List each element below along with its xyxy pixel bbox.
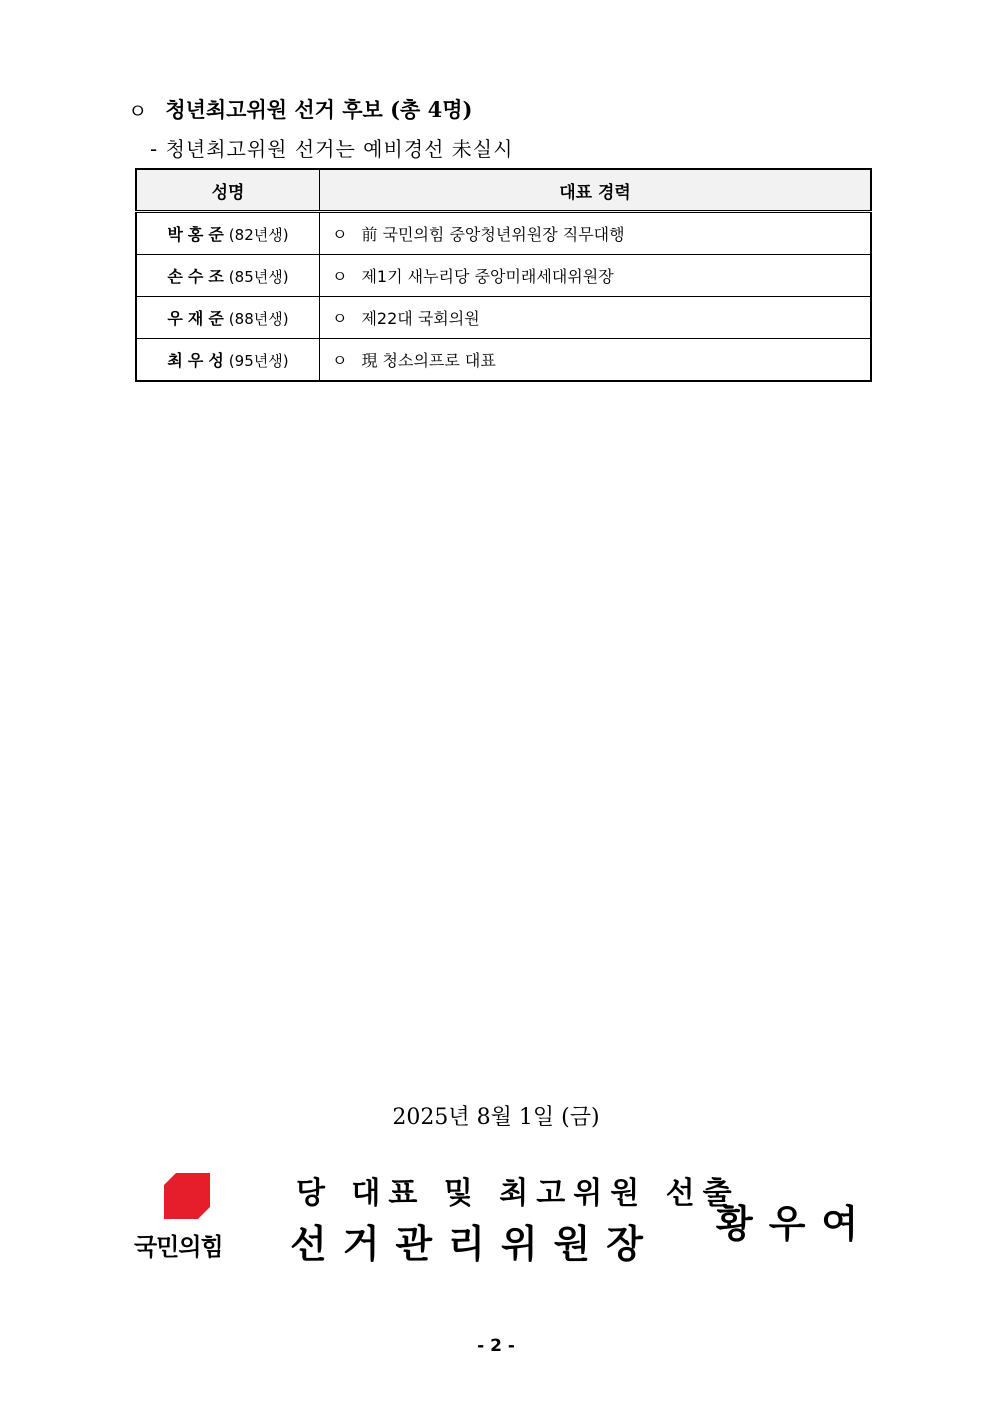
candidate-name: 박홍준	[167, 225, 229, 244]
chair-name: 황우여	[716, 1201, 875, 1246]
party-logo-text: 국민의힘	[134, 1233, 223, 1261]
candidate-birth: (82년생)	[228, 226, 289, 244]
candidate-career: 제22대 국회의원	[361, 309, 480, 328]
table-row	[136, 212, 871, 255]
header-career: 대표 경력	[320, 169, 872, 212]
career-bullet: ㅇ	[332, 309, 348, 328]
career-bullet: ㅇ	[332, 267, 348, 286]
candidate-name-cell	[136, 255, 320, 297]
candidate-career: 前 국민의힘 중앙청년위원장 직무대행	[361, 225, 625, 244]
section-heading	[128, 94, 473, 124]
candidate-name-cell	[136, 339, 320, 382]
header-name: 성명	[136, 169, 320, 212]
candidate-career-cell	[320, 297, 872, 339]
candidate-name: 손수조	[167, 267, 229, 286]
section-note: - 청년최고위원 선거는 예비경선 未실시	[150, 137, 514, 161]
signature-line-1: 당 대표 및 최고위원 선출	[296, 1176, 740, 1211]
career-bullet: ㅇ	[332, 351, 348, 370]
candidate-birth: (85년생)	[228, 268, 289, 286]
document-date: 2025년 8월 1일 (금)	[392, 1105, 600, 1130]
party-logo-icon	[164, 1173, 210, 1219]
candidate-name: 최우성	[167, 351, 229, 370]
table-row	[136, 255, 871, 297]
candidate-name: 우재준	[167, 309, 229, 328]
candidate-name-cell	[136, 212, 320, 255]
career-bullet: ㅇ	[332, 225, 348, 244]
page-number: - 2 -	[477, 1336, 515, 1356]
party-logo	[134, 1173, 244, 1262]
table-header-row	[136, 169, 871, 212]
candidate-birth: (88년생)	[228, 310, 289, 328]
section-title: 청년최고위원 선거 후보 (총 4명)	[165, 97, 473, 122]
table-row	[136, 297, 871, 339]
candidate-career: 제1기 새누리당 중앙미래세대위원장	[361, 267, 614, 286]
candidate-table	[135, 168, 872, 382]
table-row	[136, 339, 871, 382]
signature-line-2: 선거관리위원장	[290, 1221, 659, 1266]
candidate-name-cell	[136, 297, 320, 339]
candidate-birth: (95년생)	[228, 352, 289, 370]
candidate-career-cell	[320, 255, 872, 297]
candidate-career: 現 청소의프로 대표	[361, 351, 496, 370]
heading-bullet: ㅇ	[128, 98, 148, 123]
candidate-career-cell	[320, 339, 872, 382]
candidate-career-cell	[320, 212, 872, 255]
